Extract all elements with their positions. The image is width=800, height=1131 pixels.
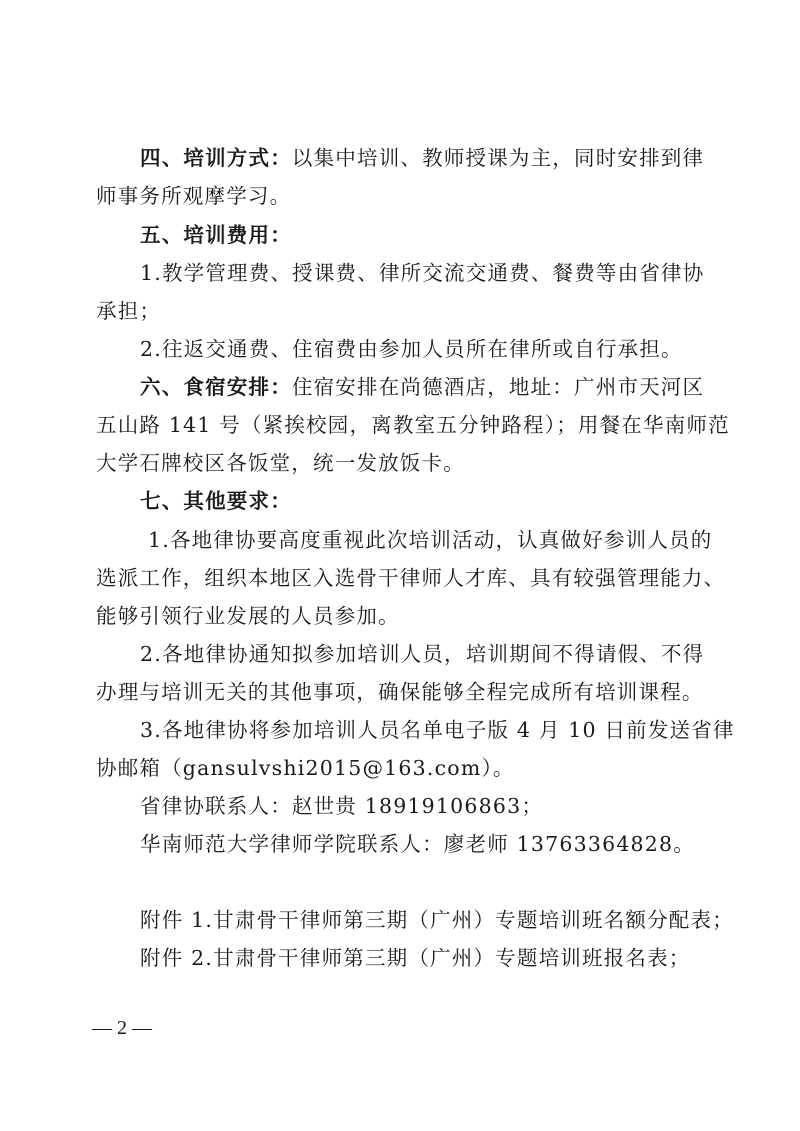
section7-item2-line1: 2.各地律协通知拟参加培训人员，培训期间不得请假、不得 — [140, 642, 705, 666]
attachment-1: 附件 1.甘肃骨干律师第三期（广州）专题培训班名额分配表； — [140, 908, 734, 932]
section5-item1-line1: 1.教学管理费、授课费、律所交流交通费、餐费等由省律协 — [140, 261, 705, 285]
section6-line1 — [140, 372, 704, 402]
section7-item2-line2: 办理与培训无关的其他事项，确保能够全程完成所有培训课程。 — [96, 680, 704, 704]
section7-item1-line2: 选派工作，组织本地区入选骨干律师人才库、具有较强管理能力、 — [96, 566, 726, 590]
section7-item3-line2: 协邮箱（gansulvshi2015@163.com）。 — [96, 756, 515, 780]
section4-line1 — [140, 143, 704, 173]
section4-line2: 师事务所观摩学习。 — [96, 184, 292, 208]
section7-heading: 七、其他要求： — [140, 489, 292, 513]
section7-item1-line1: 1.各地律协要高度重视此次培训活动，认真做好参训人员的 — [148, 528, 713, 552]
attachment-2: 附件 2.甘肃骨干律师第三期（广州）专题培训班报名表； — [140, 946, 691, 970]
section6-line2: 五山路 141 号（紧挨校园，离教室五分钟路程）；用餐在华南师范 — [96, 413, 730, 437]
contact-provincial-bar: 省律协联系人：赵世贵 18919106863； — [140, 794, 544, 818]
section6-line3: 大学石牌校区各饭堂，统一发放饭卡。 — [96, 451, 465, 475]
section4-text: 以集中培训、教师授课为主，同时安排到律 — [291, 146, 705, 170]
section5-item1-line2: 承担； — [96, 299, 162, 323]
section7-item1-line3: 能够引领行业发展的人员参加。 — [96, 604, 400, 628]
section4-heading: 四、培训方式： — [140, 146, 292, 170]
contact-scnu-law-school: 华南师范大学律师学院联系人：廖老师 13763364828。 — [140, 832, 695, 856]
section6-heading: 六、食宿安排： — [140, 375, 292, 399]
page-number: — 2 — — [92, 1017, 152, 1039]
section5-heading: 五、培训费用： — [140, 223, 292, 247]
section6-text: 住宿安排在尚德酒店，地址：广州市天河区 — [291, 375, 705, 399]
section5-item2: 2.往返交通费、住宿费由参加人员所在律所或自行承担。 — [140, 337, 683, 361]
section7-item3-line1: 3.各地律协将参加培训人员名单电子版 4 月 10 日前发送省律 — [140, 718, 735, 742]
